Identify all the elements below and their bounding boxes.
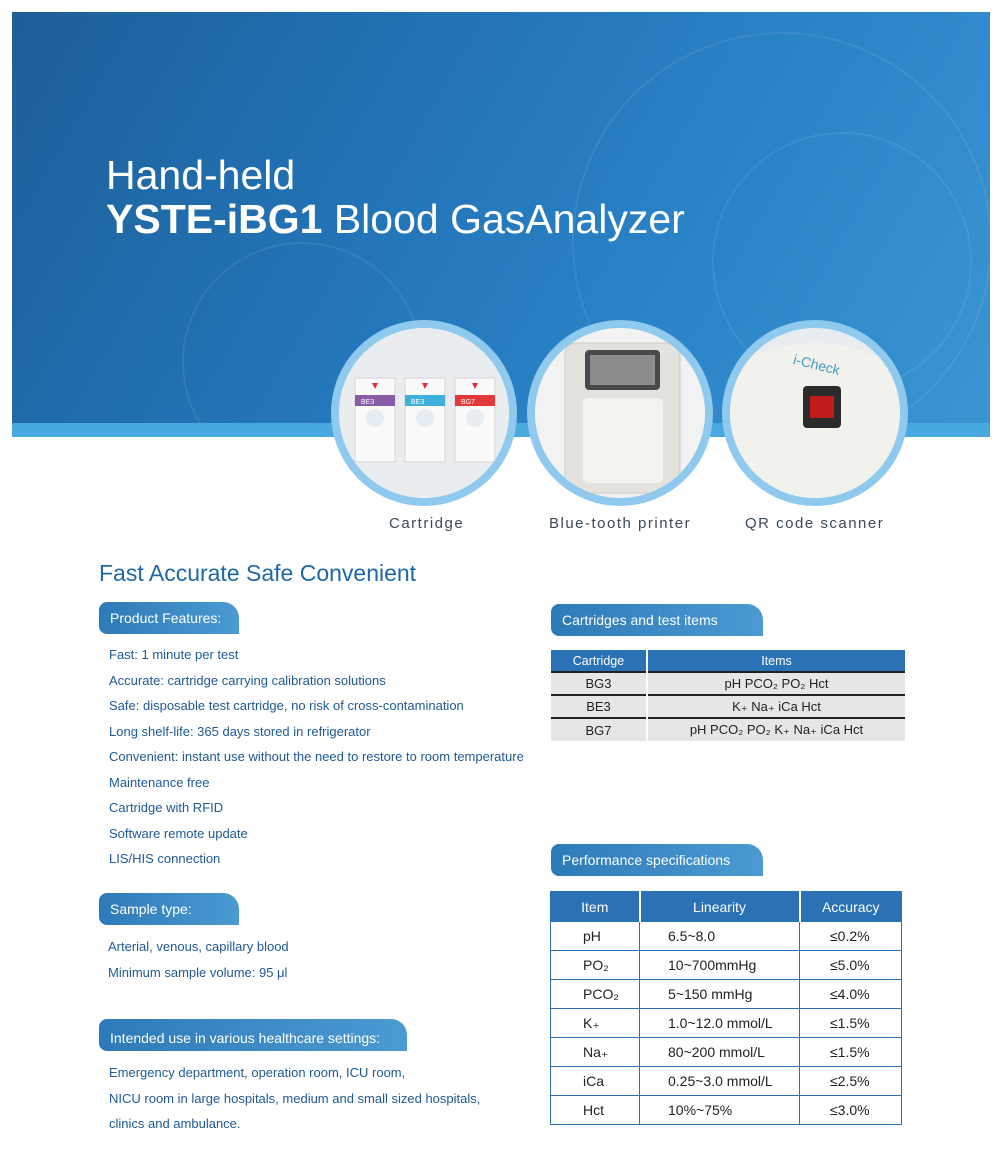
feature-item: Convenient: instant use without the need to restore to room temperature — [109, 749, 524, 764]
sample-list — [108, 934, 289, 985]
column-header: Cartridge — [551, 650, 647, 672]
scanner-brand: i-Check — [791, 351, 842, 379]
accuracy-cell: ≤2.5% — [800, 1067, 902, 1096]
table-row — [551, 951, 902, 980]
linearity-cell: 1.0~12.0 mmol/L — [640, 1009, 800, 1038]
accuracy-cell: ≤5.0% — [800, 951, 902, 980]
item-cell: K₊ — [551, 1009, 640, 1038]
sample-item: Arterial, venous, capillary blood — [108, 939, 289, 954]
table-row — [551, 1009, 902, 1038]
item-cell: PCO₂ — [551, 980, 640, 1009]
printer-photo — [527, 320, 713, 506]
linearity-cell: 10~700mmHg — [640, 951, 800, 980]
features-heading: Product Features: — [99, 602, 239, 634]
cartridges-table — [551, 650, 907, 741]
cartridge-label: BE3 — [361, 399, 375, 406]
table-row — [551, 1067, 902, 1096]
sample-item: Minimum sample volume: 95 μl — [108, 964, 288, 980]
table-row — [551, 718, 906, 741]
table-row — [551, 672, 906, 695]
linearity-cell: 0.25~3.0 mmol/L — [640, 1067, 800, 1096]
cartridge-label: BG7 — [461, 399, 476, 406]
linearity-cell: 5~150 mmHg — [640, 980, 800, 1009]
item-cell: Na₊ — [551, 1038, 640, 1067]
table-row — [551, 1096, 902, 1125]
accuracy-cell: ≤4.0% — [800, 980, 902, 1009]
item-cell: pH — [551, 922, 640, 951]
feature-item: Cartridge with RFID — [109, 800, 224, 815]
table-row — [551, 695, 906, 718]
linearity-cell: 10%~75% — [640, 1096, 800, 1125]
hero-subtitle: Hand-held — [106, 152, 296, 198]
intended-item: Emergency department, operation room, ICU room, — [109, 1065, 406, 1080]
column-header: Items — [647, 650, 906, 672]
feature-item: Accurate: cartridge carrying calibration solutions — [109, 672, 386, 688]
accuracy-cell: ≤3.0% — [800, 1096, 902, 1125]
item-cell: PO₂ — [551, 951, 640, 980]
linearity-cell: 80~200 mmol/L — [640, 1038, 800, 1067]
feature-item: Fast: 1 minute per test — [109, 647, 239, 662]
linearity-cell: 6.5~8.0 — [640, 922, 800, 951]
feature-item: Long shelf-life: 365 days stored in refrigerator — [109, 723, 371, 739]
table-row — [551, 922, 902, 951]
cartridge-items: K₊ Na₊ iCa Hct — [647, 695, 906, 718]
cartridges-heading: Cartridges and test items — [551, 604, 763, 636]
feature-item: Safe: disposable test cartridge, no risk of cross-contamination — [109, 698, 464, 713]
caption-cartridge: Cartridge — [389, 515, 465, 532]
caption-scanner: QR code scanner — [745, 515, 885, 532]
intended-list — [109, 1060, 480, 1137]
hero-title — [106, 196, 685, 243]
column-header: Item — [551, 892, 640, 922]
accuracy-cell: ≤1.5% — [800, 1038, 902, 1067]
cartridge-name: BG7 — [551, 718, 647, 741]
caption-printer: Blue-tooth printer — [549, 515, 692, 532]
scanner-photo — [722, 320, 908, 506]
model-name: YSTE-iBG1 — [106, 196, 323, 242]
sample-heading: Sample type: — [99, 893, 239, 925]
feature-item: Software remote update — [109, 825, 248, 841]
column-header: Accuracy — [800, 892, 902, 922]
performance-table — [550, 891, 902, 1125]
cartridge-photo — [331, 320, 517, 506]
table-row — [551, 1038, 902, 1067]
intended-heading: Intended use in various healthcare settings: — [99, 1019, 407, 1051]
feature-item: LIS/HIS connection — [109, 851, 221, 866]
cartridge-name: BE3 — [551, 695, 647, 718]
table-row — [551, 980, 902, 1009]
features-list — [109, 642, 524, 872]
accuracy-cell: ≤0.2% — [800, 922, 902, 951]
cartridge-items: pH PCO₂ PO₂ K₊ Na₊ iCa Hct — [647, 718, 906, 741]
cartridge-label: BE3 — [411, 399, 425, 406]
item-cell: Hct — [551, 1096, 640, 1125]
cartridge-items: pH PCO₂ PO₂ Hct — [647, 672, 906, 695]
accuracy-cell: ≤1.5% — [800, 1009, 902, 1038]
feature-item: Maintenance free — [109, 774, 210, 790]
intended-item: clinics and ambulance. — [109, 1116, 241, 1131]
tagline: Fast Accurate Safe Convenient — [99, 560, 417, 586]
cartridge-name: BG3 — [551, 672, 647, 695]
column-header: Linearity — [640, 892, 800, 922]
item-cell: iCa — [551, 1067, 640, 1096]
intended-item: NICU room in large hospitals, medium and small sized hospitals, — [109, 1090, 481, 1106]
product-name: Blood GasAnalyzer — [322, 196, 685, 242]
performance-heading: Performance specifications — [551, 844, 763, 876]
